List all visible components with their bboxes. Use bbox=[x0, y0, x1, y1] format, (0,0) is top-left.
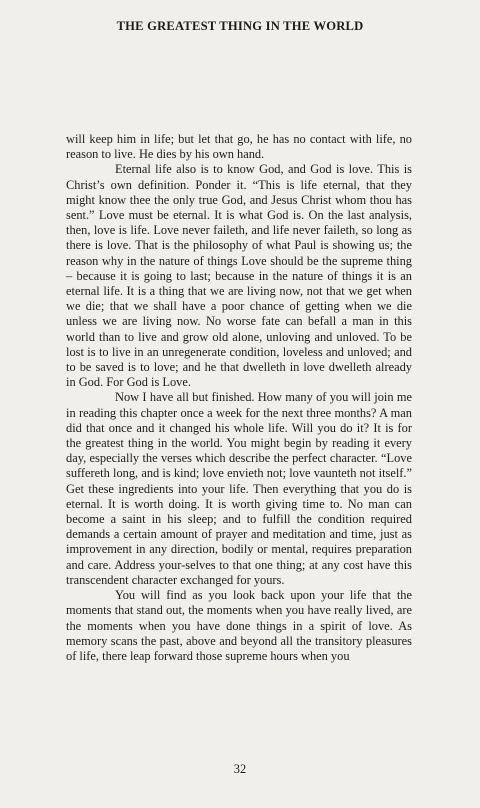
paragraph-eternal-life: Eternal life also is to know God, and God is love. This is Christ’s own definition. Ponder it. “This is life eternal, that they might know thee the only true God, and Jesus Christ whom thou has sent.” Love must be eternal. It is what God is. On the last analysis, then, love is life. Love never faileth, and life never faileth, so long as there is love. That is the philosophy of what Paul is showing us; the reason why in the nature of things Love should be the supreme thing – because it is going to last; because in the nature of things it is an eternal life. It is a thing that we are living now, not that we get when we die; that we shall have a poor chance of getting when we die unless we are living now. No worse fate can befall a man in this world than to live and grow old alone, unloving and unloved. To be lost is to live in an unregenerate condition, loveless and unloved; and to be saved is to love; and he that dwelleth in love dwelleth already in God. For God is Love. bbox=[66, 162, 412, 390]
running-head: THE GREATEST THING IN THE WORLD bbox=[116, 19, 364, 33]
paragraph-all-but-finished: Now I have all but finished. How many of you will join me in reading this chapter once a week for the next three months? A man did that once and it changed his whole life. Will you do it? It is for the greatest thing in the world. You might begin by reading it every day, especially the verses which describe the perfect character. “Love suffereth long, and is kind; love envieth not; love vaunteth not itself.” Get these ingredients into your life. Then everything that you do is eternal. It is worth doing. It is worth giving time to. No man can become a saint in his sleep; and to fulfill the condition required demands a certain amount of prayer and meditation and time, just as improvement in any direction, bodily or mental, requires preparation and care. Address your-selves to that one thing; at any cost have this transcendent character exchanged for yours. bbox=[66, 390, 412, 587]
paragraph-continuation: will keep him in life; but let that go, he has no contact with life, no reason to live. He dies by his own hand. bbox=[66, 132, 412, 162]
paragraph-look-back: You will find as you look back upon your life that the moments that stand out, the moments when you have really lived, are the moments when you have done things in a spirit of love. As memory scans the past, above and beyond all the transitory pleasures of life, there leap forward those supreme hours when you bbox=[66, 588, 412, 663]
page-number: 32 bbox=[233, 762, 247, 776]
body-text bbox=[66, 132, 412, 664]
